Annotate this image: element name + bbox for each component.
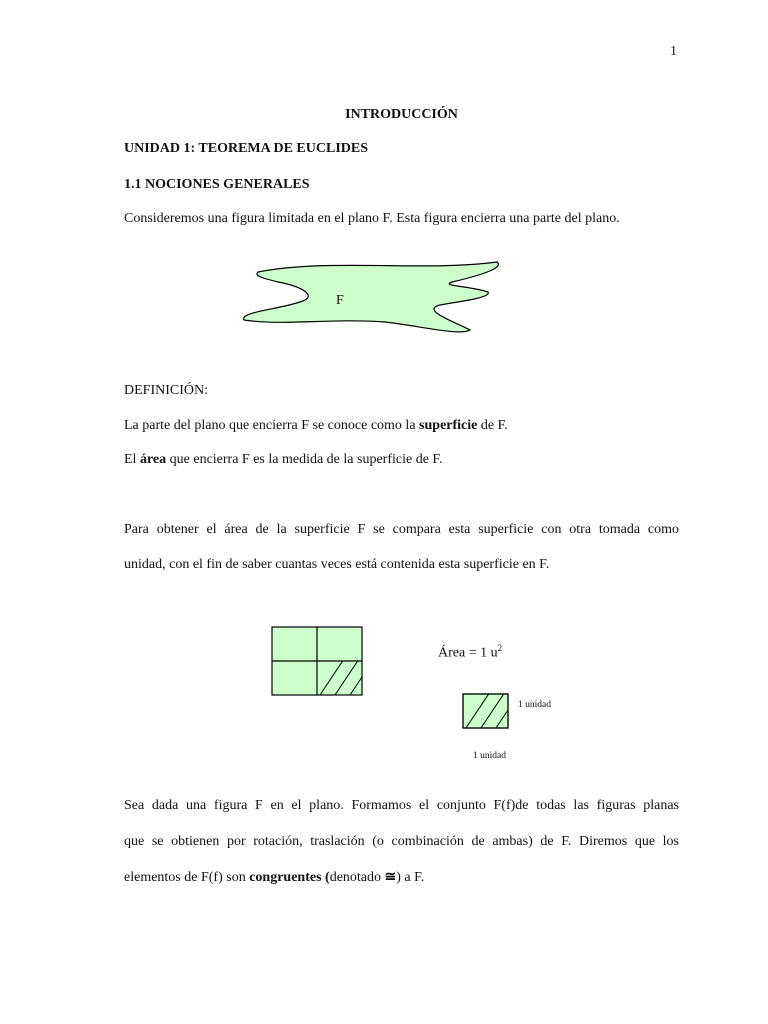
congruence-line3-mid: denotado xyxy=(329,870,385,885)
definition-line1-post: de F. xyxy=(477,418,508,433)
shape-label: F xyxy=(336,293,344,308)
area-formula-text: Área = 1 u xyxy=(438,645,498,661)
area-exponent: 2 xyxy=(497,643,503,653)
area-paragraph-line2: unidad, con el fin de saber cuantas veces está contenida esta superficie en F. xyxy=(124,557,550,572)
term-area: área xyxy=(139,452,167,467)
unit-heading: UNIDAD 1: TEOREMA DE EUCLIDES xyxy=(124,141,369,156)
area-formula xyxy=(438,643,502,662)
definition-line2-pre: El xyxy=(124,452,140,467)
intro-paragraph: Consideremos una figura limitada en el plano F. Esta figura encierra una parte del plano. xyxy=(124,211,620,226)
section-heading: 1.1 NOCIONES GENERALES xyxy=(124,177,310,192)
area-paragraph-line1: Para obtener el área de la superficie F se compara esta superficie con otra tomada como xyxy=(124,522,679,537)
page-number: 1 xyxy=(670,44,677,59)
unit-side-label: 1 unidad xyxy=(518,700,551,710)
definition-label: DEFINICIÓN: xyxy=(124,383,208,398)
congruence-paragraph-line3 xyxy=(124,869,424,886)
unit-bottom-label: 1 unidad xyxy=(473,751,506,761)
congruence-symbol: ≅ xyxy=(384,870,397,885)
term-congruentes: congruentes ( xyxy=(249,870,330,885)
congruence-paragraph-line2: que se obtienen por rotación, traslación (o combinación de ambas) de F. Diremos que los xyxy=(124,834,679,849)
congruence-paragraph-line1: Sea dada una figura F en el plano. Formamos el conjunto F(f)de todas las figuras planas xyxy=(124,798,679,813)
definition-line1-pre: La parte del plano que encierra F se conoce como la xyxy=(124,418,420,433)
definition-line2-post: que encierra F es la medida de la superficie de F. xyxy=(166,452,443,467)
term-superficie: superficie xyxy=(419,418,478,433)
congruence-line3-pre: elementos de F(f) son xyxy=(124,870,250,885)
congruence-line3-post: ) a F. xyxy=(396,870,425,885)
document-title: INTRODUCCIÓN xyxy=(345,107,458,122)
